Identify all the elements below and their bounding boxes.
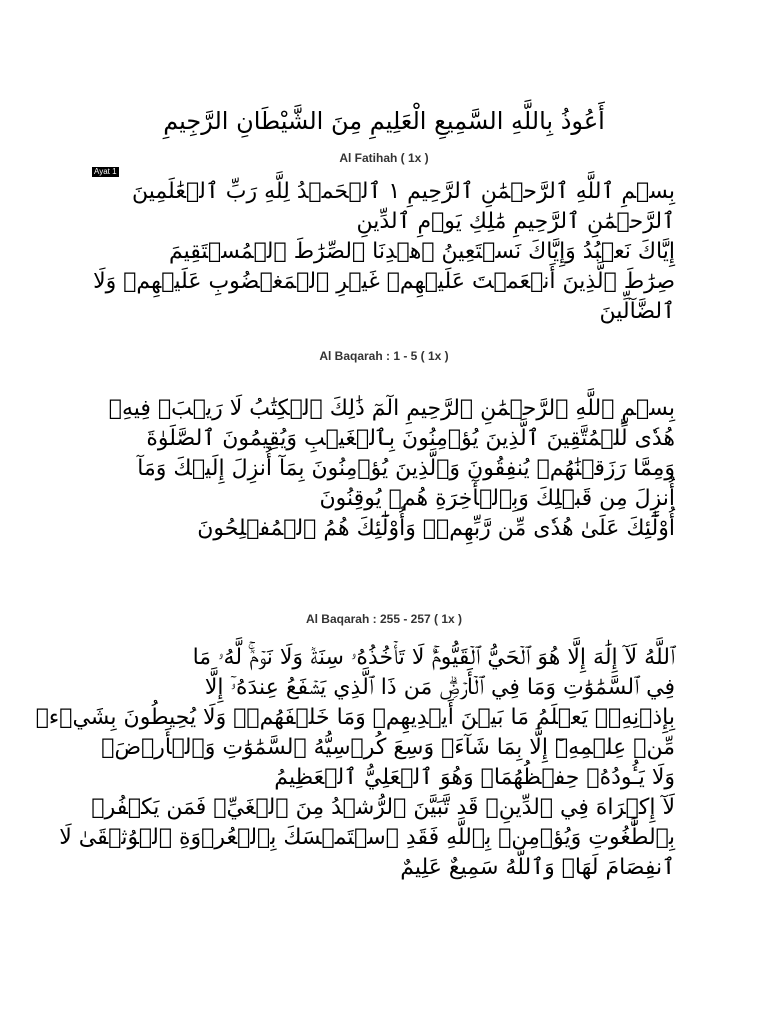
verse-line: وَلَا يَـُٔودُهُۥ حِفۡظُهُمَاۚ وَهُوَ ٱلۡعَلِيُّ ٱلۡعَظِيمُ	[274, 765, 675, 790]
taawwudh-title: أَعُوذُ بِاللَّهِ السَّمِيعِ الْعَلِيمِ مِنَ الشَّيْطَانِ الرَّجِيمِ	[163, 107, 605, 135]
al-baqarah-1-5-text	[75, 394, 675, 544]
verse-line: ٱلضَّآلِّينَ	[599, 299, 675, 324]
verse-line: بِسۡمِ ٱللَّهِ ٱلرَّحۡمَٰنِ ٱلرَّحِيمِ الٓمٓ ذَٰلِكَ ٱلۡكِتَٰبُ لَا رَيۡبَۛ فِيهِۛ	[108, 396, 675, 421]
verse-line: أُنزِلَ مِن قَبۡلِكَ وَبِٱلۡأٓخِرَةِ هُمۡ يُوقِنُونَ	[319, 486, 675, 511]
al-baqarah-255-257-text	[35, 643, 675, 883]
verse-line: بِإِذۡنِهِۦۚ يَعۡلَمُ مَا بَيۡنَ أَيۡدِيهِمۡ وَمَا خَلۡفَهُمۡۖ وَلَا يُحِيطُونَ بِشَيۡءٖ	[35, 705, 675, 730]
verse-line: بِٱلطَّٰغُوتِ وَيُؤۡمِنۢ بِٱللَّهِ فَقَدِ ٱسۡتَمۡسَكَ بِٱلۡعُرۡوَةِ ٱلۡوُثۡقَىٰ لَا	[59, 825, 675, 850]
verse-line: مِّنۡ عِلۡمِهِۦٓ إِلَّا بِمَا شَآءَۚ وَسِعَ كُرۡسِيُّهُ ٱلسَّمَٰوَٰتِ وَٱلۡأَرۡضَۖ	[101, 735, 675, 760]
verse-line: وَمِمَّا رَزَقۡنَٰهُمۡ يُنفِقُونَ وَٱلَّذِينَ يُؤۡمِنُونَ بِمَآ أُنزِلَ إِلَيۡكَ وَمَآ	[137, 456, 675, 481]
verse-line: بِسۡمِ ٱللَّهِ ٱلرَّحۡمَٰنِ ٱلرَّحِيمِ ١ ٱلۡحَمۡدُ لِلَّهِ رَبِّ ٱلۡعَٰلَمِينَ	[131, 179, 675, 204]
verse-line: ٱللَّهُ لَآ إِلَٰهَ إِلَّا هُوَ ٱلۡحَيُّ ٱلۡقَيُّومُۚ لَا تَأۡخُذُهُۥ سِنَةٞ وَلَا نَوۡمٞۚ لَّهُۥ مَا	[192, 645, 675, 670]
verse-line: إِيَّاكَ نَعۡبُدُ وَإِيَّاكَ نَسۡتَعِينُ ٱهۡدِنَا ٱلصِّرَٰطَ ٱلۡمُسۡتَقِيمَ	[169, 239, 675, 264]
verse-line: هُدٗى لِّلۡمُتَّقِينَ ٱلَّذِينَ يُؤۡمِنُونَ بِٱلۡغَيۡبِ وَيُقِيمُونَ ٱلصَّلَوٰةَ	[146, 426, 675, 451]
verse-line: فِي ٱلسَّمَٰوَٰتِ وَمَا فِي ٱلۡأَرۡضِۗ مَن ذَا ٱلَّذِي يَشۡفَعُ عِندَهُۥٓ إِلَّا	[204, 675, 675, 700]
verse-line: ٱلرَّحۡمَٰنِ ٱلرَّحِيمِ مَٰلِكِ يَوۡمِ ٱلدِّينِ	[356, 209, 675, 234]
section-heading-al-fatihah: Al Fatihah ( 1x )	[339, 151, 429, 165]
ayat-label: Ayat 1	[94, 167, 117, 176]
verse-line: لَآ إِكۡرَاهَ فِي ٱلدِّينِۖ قَد تَّبَيَّنَ ٱلرُّشۡدُ مِنَ ٱلۡغَيِّۚ فَمَن يَكۡفُرۡ	[91, 795, 675, 820]
verse-line: صِرَٰطَ ٱلَّذِينَ أَنۡعَمۡتَ عَلَيۡهِمۡ غَيۡرِ ٱلۡمَغۡضُوبِ عَلَيۡهِمۡ وَلَا	[93, 269, 675, 294]
verse-line: ٱنفِصَامَ لَهَاۗ وَٱللَّهُ سَمِيعٌ عَلِيمٌ	[400, 855, 675, 880]
verse-line: أُوْلَٰٓئِكَ عَلَىٰ هُدٗى مِّن رَّبِّهِمۡۖ وَأُوْلَٰٓئِكَ هُمُ ٱلۡمُفۡلِحُونَ	[197, 516, 675, 541]
al-fatihah-text	[75, 177, 675, 327]
section-heading-al-baqarah-1-5: Al Baqarah : 1 - 5 ( 1x )	[319, 349, 449, 363]
section-heading-al-baqarah-255-257: Al Baqarah : 255 - 257 ( 1x )	[305, 612, 463, 626]
